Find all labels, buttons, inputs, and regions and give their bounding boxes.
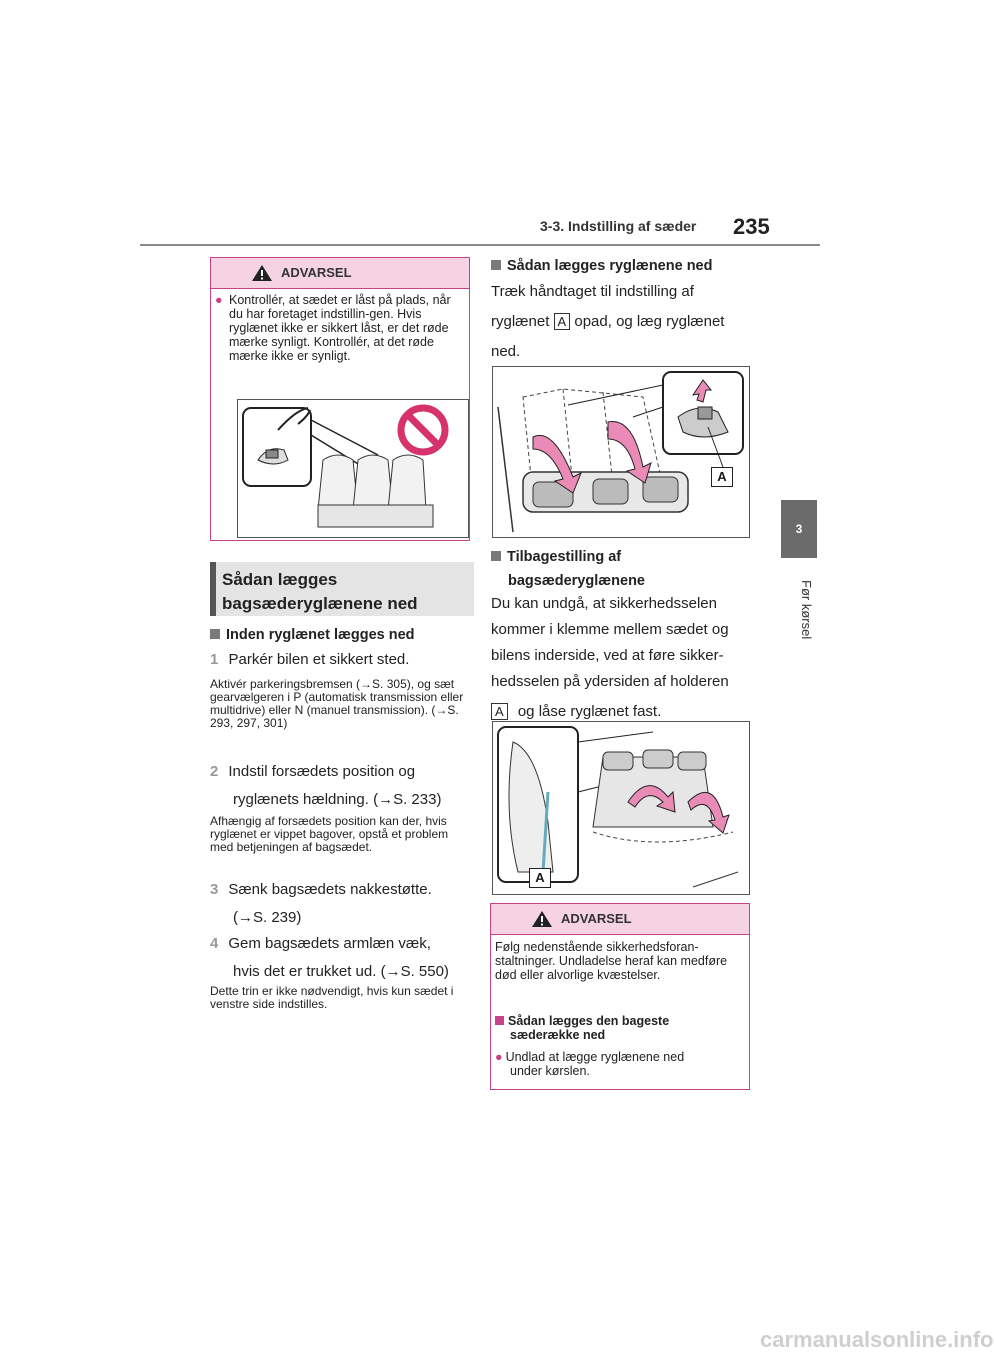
fold-heading [491,258,712,274]
step-4-note: Dette trin er ikke nødvendigt, hvis kun sædet i venstre side indstilles. [210,984,454,1011]
step-2-number: 2 [210,763,219,780]
illustration-seat-lock [237,399,469,538]
warning-triangle-icon [531,910,553,928]
warning-text: Kontrollér, at sædet er låst på plads, når du har foretaget indstillin-gen. Hvis ryglænet ikke er sikkert låst, er det røde mærke synligt. Kontrollér, at det røde mærke ikke er synligt. [229,293,451,363]
step-1 [210,648,470,672]
seat-lock-drawing [238,400,468,537]
before-heading [210,627,415,643]
step-1-text: Parkér bilen et sikkert sted. [228,651,410,668]
before-heading-text: Inden ryglænet lægges ned [226,627,415,643]
warning-box-1 [210,257,470,541]
step-3-line1: Sænk bagsædets nakkestøtte. [228,881,432,898]
restore-line5: og låse ryglænet fast. [517,703,662,720]
warning-header [211,258,469,289]
warning-subheading-line2: sæderække ned [510,1028,606,1042]
square-bullet-icon [495,1016,504,1025]
illustration-restore-seat [492,721,750,895]
step-4-number: 4 [210,935,219,952]
page-number: 235 [733,214,770,239]
step-2-note: Afhængig af forsædets position kan der, hvis ryglænet er vippet bagover, opstå et problem med betjeningen af bagsædet. [210,814,449,854]
square-bullet-icon [491,551,501,561]
section-heading [210,562,474,616]
square-bullet-icon [210,629,220,639]
restore-heading-line2: bagsæderyglænene [508,573,645,589]
warning-bullet [495,1050,743,1078]
step-4-line2: hvis det er trukket ud. (→S. 550) [233,963,449,980]
header-divider [140,244,820,246]
step-1-number: 1 [210,651,219,668]
warning-subheading-line1: Sådan lægges den bageste [508,1014,670,1028]
step-4 [210,932,475,984]
label-a-fold: A [711,467,733,487]
fold-instructions [491,279,761,365]
warning-title: ADVARSEL [561,911,632,926]
chapter-title: Før kørsel [799,580,814,640]
section-heading-line1: Sådan lægges [222,570,338,589]
step-3 [210,878,475,930]
label-a-inline: A [491,703,508,720]
illustration-fold-seat [492,366,750,538]
warning-bullet-line2: under kørslen. [510,1064,590,1078]
warning-triangle-icon [251,264,273,282]
label-a-inline: A [554,313,571,330]
section-heading-line2: bagsæderyglænene ned [222,594,418,613]
restore-line1: Du kan undgå, at sikkerhedsselen [491,595,717,612]
warning-intro: Følg nedenstående sikkerhedsforan-staltninger. Undladelse heraf kan medføre død eller alvorlige kvæstelser. [495,940,728,982]
label-a-restore: A [529,868,551,888]
warning-box-2 [490,903,750,1090]
step-2 [210,760,475,812]
step-3-number: 3 [210,881,219,898]
restore-line3: bilens inderside, ved at føre sikker- [491,647,724,664]
step-3-line2: (→S. 239) [233,909,302,926]
step-2-line1: Indstil forsædets position og [228,763,416,780]
restore-line2: kommer i klemme mellem sædet og [491,621,729,638]
chapter-tab: 3 [781,500,817,558]
section-title-header: 3-3. Indstilling af sæder [540,218,697,234]
step-2-line2: ryglænets hældning. (→S. 233) [233,791,442,808]
warning-title: ADVARSEL [281,265,352,280]
restore-heading-line1: Tilbagestilling af [507,549,622,565]
fold-line3: ned. [491,343,521,360]
bullet-icon: ● [215,293,223,307]
fold-line2-post: opad, og læg ryglænet [574,313,725,330]
restore-line4: hedsselen på ydersiden af holderen [491,673,729,690]
warning-bullet-line1: Undlad at lægge ryglænene ned [505,1050,685,1064]
fold-heading-text: Sådan lægges ryglænene ned [507,258,713,274]
fold-line2-pre: ryglænet [491,313,550,330]
warning-header [491,904,749,935]
fold-seat-drawing [493,367,749,537]
bullet-icon: ● [495,1050,503,1064]
step-1-note: Aktivér parkeringsbremsen (→S. 305), og sæt gearvælgeren i P (automatisk transmission eller multidrive) eller N (manuel transmission). (→S. 293, 297, 301) [210,677,464,730]
fold-line1: Træk håndtaget til indstilling af [491,283,694,300]
step-4-line1: Gem bagsædets armlæn væk, [228,935,431,952]
square-bullet-icon [491,260,501,270]
restore-heading [491,545,645,593]
warning-subheading [495,1014,743,1042]
footer-watermark: carmanualsonline.info [760,1327,994,1352]
restore-instructions [491,591,761,725]
